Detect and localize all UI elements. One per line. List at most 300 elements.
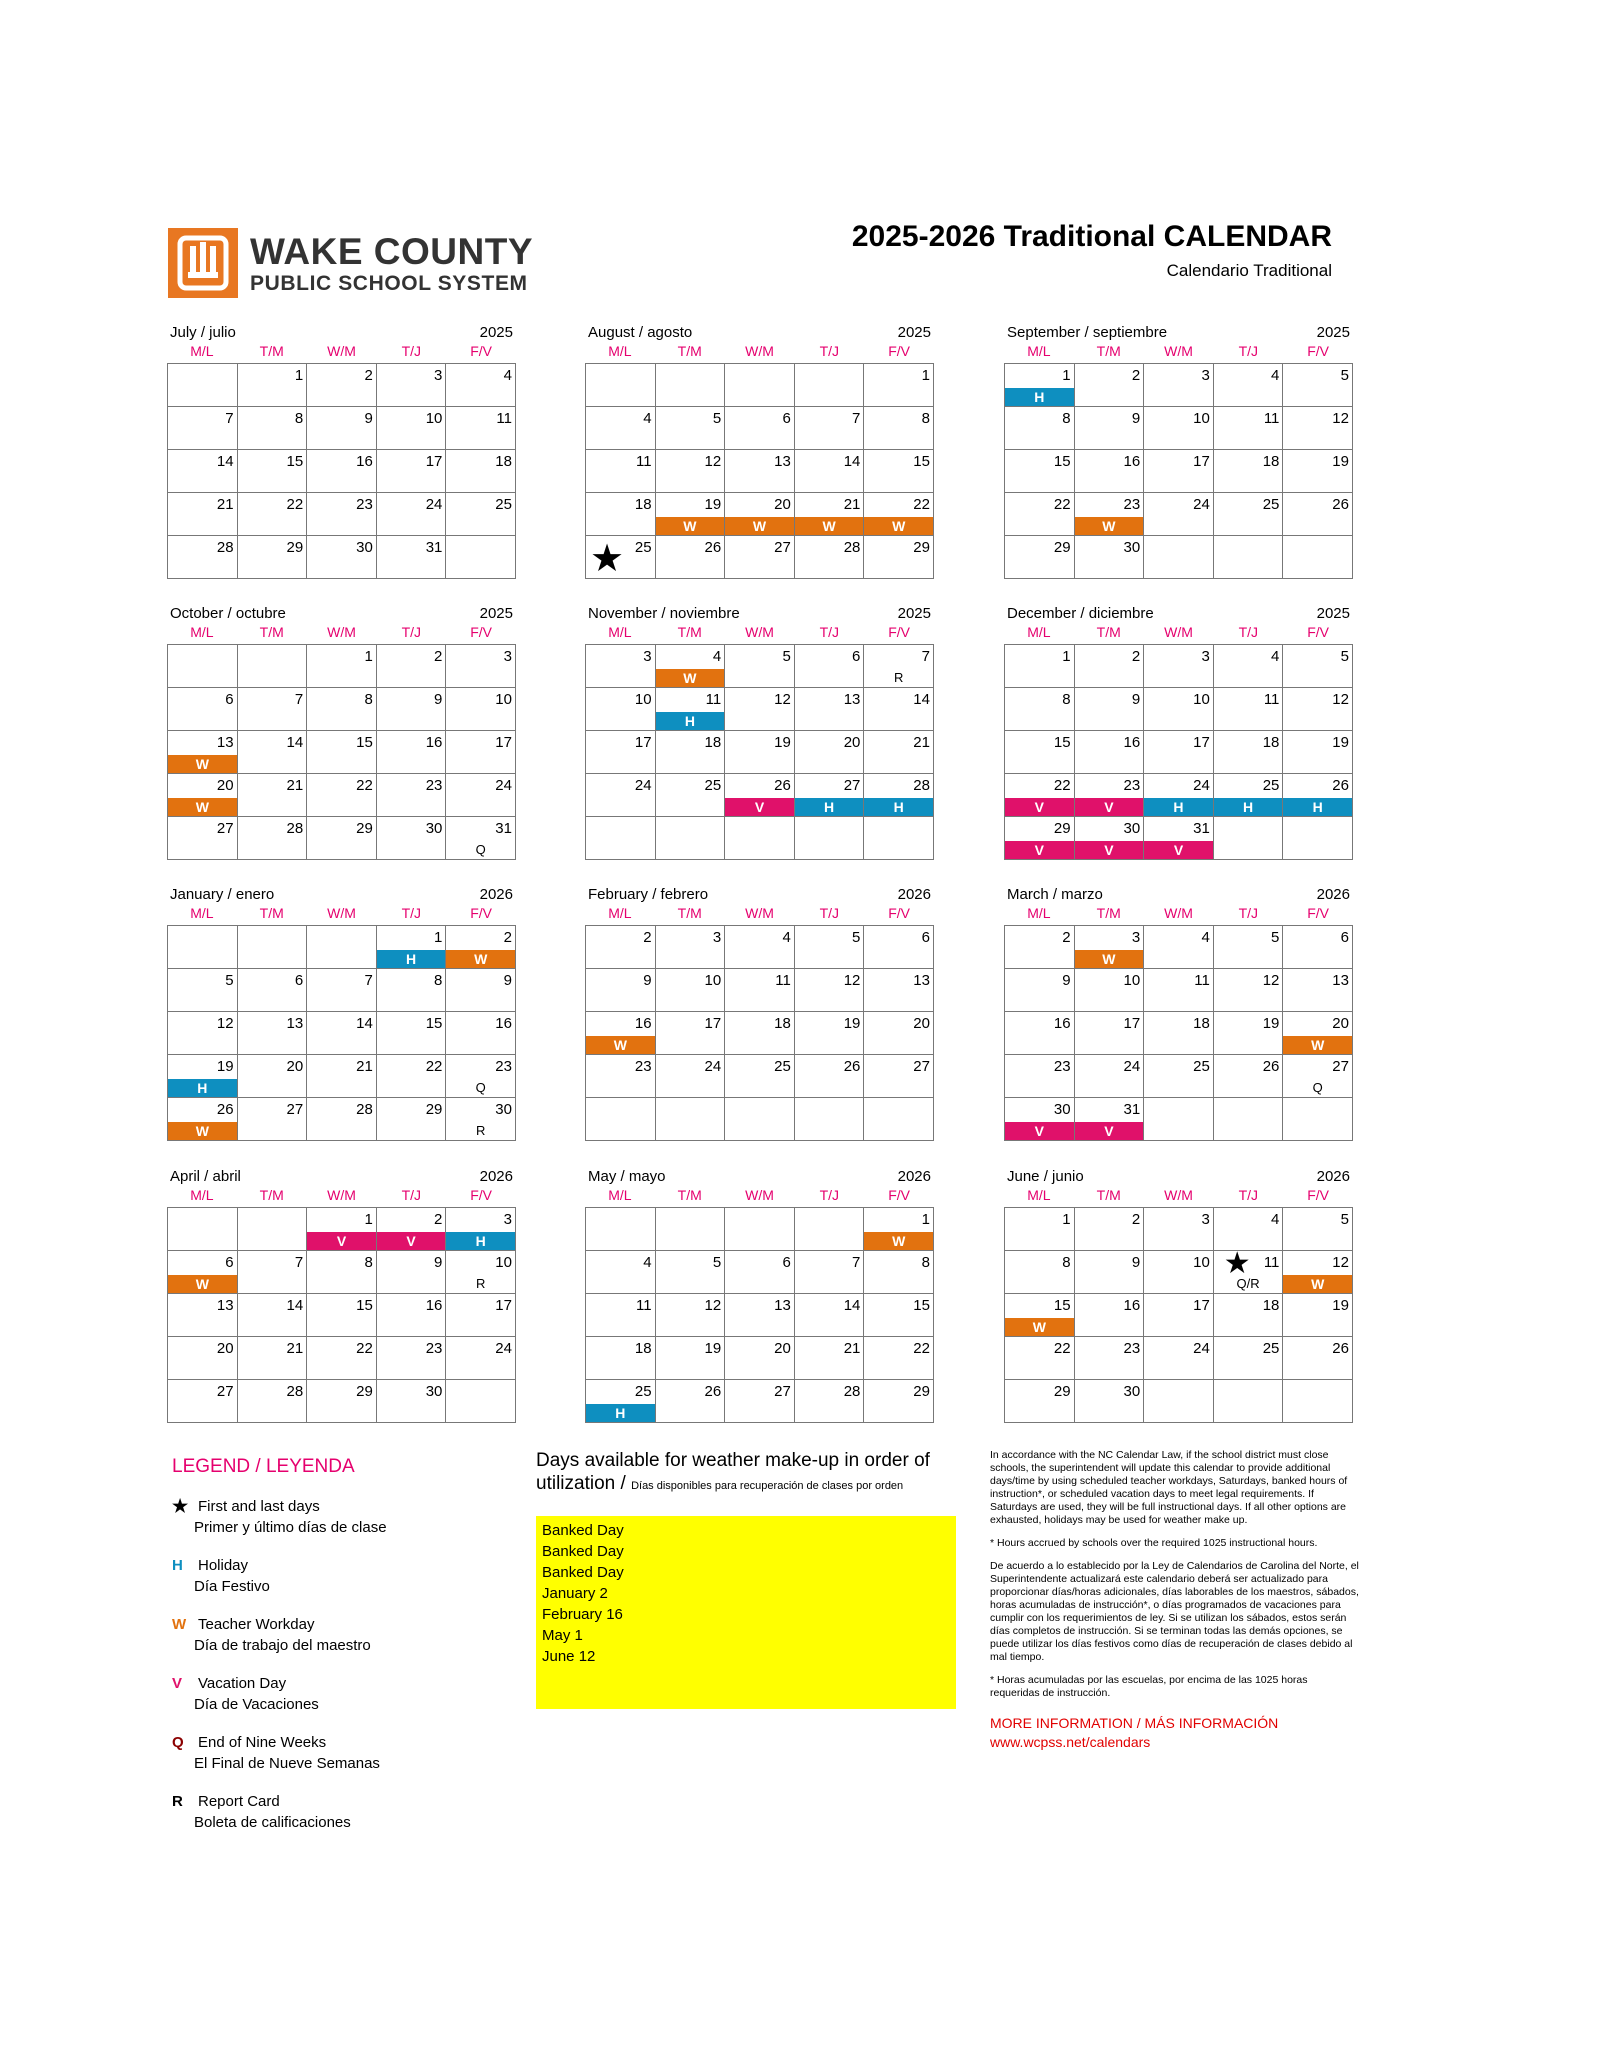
day-number: 25 [495, 496, 512, 513]
day-cell [656, 774, 726, 817]
day-cell [377, 969, 447, 1012]
weekday-label: F/V [888, 1187, 910, 1203]
day-cell [586, 493, 656, 536]
month-grid [585, 363, 934, 579]
day-cell [1283, 1012, 1353, 1055]
day-cell [864, 817, 934, 860]
day-marker-V: V [1005, 798, 1074, 816]
day-cell [864, 774, 934, 817]
day-note: R [475, 1123, 486, 1138]
weekday-label: M/L [608, 343, 632, 359]
day-number: 15 [1053, 734, 1071, 751]
month-year: 2026 [1316, 1168, 1350, 1185]
fine-print-p1: In accordance with the NC Calendar Law, if the school district must close schools, the superintendent will update this calendar to provide additional days/time by using scheduled teacher workdays, Saturdays, banked hours of instruction*, or scheduled vacation days to meet legal requirements. If Saturdays are used, they will be full instructional days. If all other options are exhausted, holidays may be used for weather make up. [990, 1449, 1348, 1526]
month-block [585, 324, 934, 579]
legend-label-es: Boleta de calificaciones [194, 1814, 351, 1831]
day-number: 24 [495, 1340, 512, 1357]
day-cell [864, 1251, 934, 1294]
day-number: 4 [1271, 648, 1280, 665]
day-cell [1144, 536, 1214, 579]
legend-item [172, 1496, 532, 1538]
day-cell [725, 364, 795, 407]
day-note: Q [475, 842, 486, 857]
day-number: 6 [225, 1254, 234, 1271]
day-note: Q [475, 1080, 486, 1095]
day-cell [307, 688, 377, 731]
day-cell [725, 1208, 795, 1251]
day-number: 27 [216, 1383, 234, 1400]
month-grid [167, 644, 516, 860]
day-cell [238, 1337, 308, 1380]
day-cell [586, 1294, 656, 1337]
legend-text [194, 1614, 371, 1656]
day-cell [1144, 731, 1214, 774]
logo-line1: WAKE COUNTY [250, 230, 533, 272]
weekday-label: M/L [190, 1187, 214, 1203]
day-cell [1075, 450, 1145, 493]
day-number: 13 [216, 734, 234, 751]
month-block [167, 1168, 516, 1423]
day-cell [1144, 1337, 1214, 1380]
day-number: 11 [775, 972, 791, 989]
day-cell [725, 1012, 795, 1055]
day-cell [1075, 1055, 1145, 1098]
day-number: 17 [1193, 1297, 1210, 1314]
day-cell [446, 1251, 516, 1294]
day-number: 13 [286, 1015, 304, 1032]
day-number: 2 [1131, 367, 1141, 384]
day-number: 8 [434, 972, 443, 989]
day-cell [656, 1380, 726, 1423]
weekday-label: F/V [470, 1187, 492, 1203]
weekday-label: W/M [327, 343, 356, 359]
fine-print-p4: * Horas acumuladas por las escuelas, por encima de las 1025 horas requeridas de instrucción. [990, 1674, 1308, 1699]
day-cell [377, 731, 447, 774]
day-cell [586, 1337, 656, 1380]
day-number: 5 [1340, 648, 1349, 665]
day-cell [725, 1294, 795, 1337]
day-number: 15 [1053, 1297, 1071, 1314]
month-name: November / noviembre [588, 605, 740, 622]
weekday-label: W/M [745, 1187, 774, 1203]
day-marker-H: H [1144, 798, 1213, 816]
day-number: 14 [843, 1297, 861, 1314]
day-number: 31 [1123, 1101, 1141, 1118]
day-marker-V: V [1144, 841, 1213, 859]
weekday-label: T/M [259, 624, 284, 640]
day-cell [1214, 774, 1284, 817]
day-note: Q [1312, 1080, 1323, 1095]
day-number: 31 [425, 539, 443, 556]
day-cell [1005, 969, 1075, 1012]
day-marker-W: W [1075, 950, 1144, 968]
day-cell [168, 407, 238, 450]
legend-symbol: W [172, 1616, 187, 1633]
month-grid [585, 644, 934, 860]
weekday-label: T/M [677, 1187, 702, 1203]
day-number: 24 [634, 777, 652, 794]
day-cell [1214, 645, 1284, 688]
day-cell [1283, 926, 1353, 969]
day-number: 29 [356, 1383, 373, 1400]
day-number: 18 [704, 734, 722, 751]
day-number: 3 [1201, 648, 1210, 665]
day-marker-W: W [725, 517, 794, 535]
day-cell [1214, 1012, 1284, 1055]
makeup-title-spanish: Días disponibles para recuperación de clases por orden [631, 1480, 904, 1492]
day-cell [377, 688, 447, 731]
day-number: 12 [1262, 972, 1280, 989]
day-number: 27 [774, 1383, 791, 1400]
day-number: 24 [1123, 1058, 1141, 1075]
day-number: 15 [425, 1015, 443, 1032]
day-number: 20 [774, 496, 791, 513]
day-cell [377, 536, 447, 579]
day-cell [795, 450, 865, 493]
day-cell [168, 731, 238, 774]
day-number: 10 [495, 1254, 512, 1271]
day-cell [586, 407, 656, 450]
day-cell [377, 1208, 447, 1251]
day-marker-W: W [864, 1232, 933, 1250]
day-cell [1214, 1337, 1284, 1380]
weekday-label: T/J [401, 905, 422, 921]
day-number: 27 [913, 1058, 930, 1075]
day-number: 6 [294, 972, 304, 989]
weekday-label: M/L [1027, 1187, 1051, 1203]
day-number: 13 [843, 691, 861, 708]
weekday-header [585, 1187, 934, 1207]
day-number: 18 [634, 1340, 652, 1357]
day-cell [238, 1208, 308, 1251]
day-number: 19 [843, 1015, 861, 1032]
month-header [1004, 605, 1353, 624]
weekday-label: T/J [401, 624, 422, 640]
day-cell [1075, 1337, 1145, 1380]
page-subtitle: Calendario Traditional [1166, 261, 1332, 280]
day-cell [1283, 407, 1353, 450]
month-year: 2026 [897, 1168, 931, 1185]
day-cell [795, 1380, 865, 1423]
month-block [1004, 605, 1353, 860]
day-marker-V: V [1075, 798, 1144, 816]
day-cell [1075, 1208, 1145, 1251]
day-number: 13 [774, 1297, 791, 1314]
day-cell [307, 364, 377, 407]
day-number: 7 [294, 691, 304, 708]
month-year: 2026 [897, 886, 931, 903]
legend-text [194, 1496, 387, 1538]
day-cell [1005, 1337, 1075, 1380]
day-cell [795, 407, 865, 450]
day-cell [1075, 817, 1145, 860]
day-marker-H: H [864, 798, 933, 816]
day-cell [446, 536, 516, 579]
day-cell [586, 969, 656, 1012]
day-number: 2 [364, 367, 373, 384]
day-cell [864, 1012, 934, 1055]
day-cell [446, 1012, 516, 1055]
day-cell [656, 407, 726, 450]
weekday-label: W/M [745, 624, 774, 640]
day-number: 16 [356, 453, 373, 470]
day-cell [307, 774, 377, 817]
day-cell [864, 1208, 934, 1251]
day-number: 21 [843, 1340, 861, 1357]
day-number: 10 [704, 972, 722, 989]
weekday-header [167, 1187, 516, 1207]
day-number: 26 [1332, 1340, 1349, 1357]
weekday-label: F/V [470, 624, 492, 640]
weekday-label: M/L [608, 624, 632, 640]
day-cell [795, 817, 865, 860]
legend-label: First and last days [198, 1498, 320, 1515]
day-number: 30 [495, 1101, 512, 1118]
day-cell [1214, 364, 1284, 407]
day-number: 9 [364, 410, 373, 427]
day-number: 11 [705, 691, 722, 708]
day-cell [725, 817, 795, 860]
day-cell [795, 536, 865, 579]
day-number: 22 [1053, 1340, 1071, 1357]
day-number: 8 [1062, 1254, 1071, 1271]
month-grid [1004, 363, 1353, 579]
day-cell [1144, 1055, 1214, 1098]
day-number: 9 [1131, 691, 1141, 708]
weekday-label: T/J [1238, 1187, 1259, 1203]
day-cell [238, 1251, 308, 1294]
day-number: 15 [356, 734, 373, 751]
day-cell [1283, 774, 1353, 817]
month-block [585, 1168, 934, 1423]
month-header [167, 605, 516, 624]
month-grid [167, 363, 516, 579]
day-number: 20 [1332, 1015, 1349, 1032]
day-number: 18 [1193, 1015, 1210, 1032]
weekday-header [167, 343, 516, 363]
day-cell [377, 407, 447, 450]
legend-symbol: H [172, 1557, 183, 1574]
day-cell [586, 645, 656, 688]
day-number: 16 [425, 1297, 443, 1314]
day-marker-H: H [1005, 388, 1074, 406]
day-number: 10 [1193, 691, 1210, 708]
more-info-label: MORE INFORMATION / MÁS INFORMACIÓN [990, 1715, 1279, 1731]
day-number: 28 [843, 539, 861, 556]
day-marker-V: V [377, 1232, 446, 1250]
weekday-label: F/V [888, 624, 910, 640]
makeup-title-text: Days available for weather make-up in order of utilization / [536, 1450, 930, 1494]
day-cell [168, 450, 238, 493]
month-year: 2025 [1316, 324, 1350, 341]
day-number: 5 [712, 1254, 722, 1271]
day-cell [1075, 1380, 1145, 1423]
day-cell [795, 364, 865, 407]
day-cell [446, 1098, 516, 1141]
day-cell [864, 407, 934, 450]
day-cell [238, 407, 308, 450]
day-number: 3 [712, 929, 722, 946]
day-number: 19 [1332, 1297, 1349, 1314]
day-number: 5 [1340, 367, 1349, 384]
day-cell [864, 1380, 934, 1423]
day-number: 8 [364, 1254, 373, 1271]
day-number: 2 [1062, 929, 1071, 946]
day-cell [586, 536, 656, 579]
weekday-label: T/J [401, 1187, 422, 1203]
day-number: 24 [425, 496, 443, 513]
day-number: 4 [503, 367, 512, 384]
day-number: 7 [921, 648, 930, 665]
day-cell [1005, 407, 1075, 450]
day-number: 9 [1062, 972, 1071, 989]
day-cell [1283, 493, 1353, 536]
day-cell [238, 364, 308, 407]
day-number: 25 [634, 1383, 652, 1400]
day-number: 17 [1193, 734, 1210, 751]
day-cell [1214, 493, 1284, 536]
legend-text [194, 1673, 319, 1715]
day-cell [586, 1055, 656, 1098]
day-number: 1 [434, 929, 443, 946]
day-cell [377, 364, 447, 407]
month-name: June / junio [1007, 1168, 1084, 1185]
day-marker-W: W [656, 517, 725, 535]
month-grid [167, 925, 516, 1141]
day-number: 23 [1123, 496, 1141, 513]
month-name: September / septiembre [1007, 324, 1168, 341]
day-cell [168, 1208, 238, 1251]
day-marker-H: H [795, 798, 864, 816]
weekday-label: W/M [1164, 905, 1193, 921]
weekday-label: M/L [1027, 624, 1051, 640]
day-cell [1005, 1208, 1075, 1251]
day-marker-H: H [1214, 798, 1283, 816]
day-number: 29 [425, 1101, 443, 1118]
day-number: 12 [1332, 691, 1349, 708]
month-header [167, 324, 516, 343]
weekday-label: M/L [1027, 905, 1051, 921]
day-cell [168, 774, 238, 817]
legend-label: Holiday [198, 1557, 249, 1574]
day-number: 21 [843, 496, 861, 513]
day-cell [168, 645, 238, 688]
day-number: 20 [286, 1058, 304, 1075]
day-number: 17 [1123, 1015, 1141, 1032]
month-block [167, 605, 516, 860]
day-cell [1283, 364, 1353, 407]
day-cell [864, 1098, 934, 1141]
day-number: 19 [704, 1340, 722, 1357]
month-grid [1004, 1207, 1353, 1423]
weekday-label: T/J [819, 905, 840, 921]
day-cell [168, 688, 238, 731]
day-cell [168, 1294, 238, 1337]
day-cell [1214, 1380, 1284, 1423]
district-logo [168, 228, 533, 298]
weekday-label: M/L [190, 905, 214, 921]
legend-symbol: R [172, 1793, 183, 1810]
day-number: 17 [704, 1015, 722, 1032]
day-cell [1075, 1012, 1145, 1055]
day-cell [1144, 1251, 1214, 1294]
day-number: 16 [1053, 1015, 1071, 1032]
day-marker-W: W [1075, 517, 1144, 535]
day-number: 28 [286, 1383, 304, 1400]
day-cell [656, 1251, 726, 1294]
more-info-link[interactable]: www.wcpss.net/calendars [990, 1734, 1151, 1750]
day-cell [1075, 1098, 1145, 1141]
day-number: 7 [852, 1254, 861, 1271]
day-cell [864, 731, 934, 774]
day-cell [656, 1294, 726, 1337]
month-block [585, 605, 934, 860]
day-marker-W: W [586, 1036, 655, 1054]
day-cell [1075, 407, 1145, 450]
day-cell [307, 969, 377, 1012]
weekday-label: T/M [677, 905, 702, 921]
day-number: 7 [364, 972, 373, 989]
day-marker-W: W [795, 517, 864, 535]
day-cell [1005, 1294, 1075, 1337]
weekday-header [167, 905, 516, 925]
day-cell [864, 926, 934, 969]
district-logo-icon [168, 228, 238, 298]
day-cell [446, 407, 516, 450]
day-number: 18 [1262, 1297, 1280, 1314]
day-number: 17 [495, 1297, 512, 1314]
day-cell [377, 450, 447, 493]
day-number: 24 [704, 1058, 722, 1075]
day-marker-H: H [1283, 798, 1352, 816]
day-number: 22 [913, 1340, 930, 1357]
day-cell [864, 1294, 934, 1337]
day-number: 24 [495, 777, 512, 794]
day-cell [1144, 817, 1214, 860]
day-cell [377, 774, 447, 817]
day-number: 18 [774, 1015, 791, 1032]
logo-line2: PUBLIC SCHOOL SYSTEM [250, 271, 528, 295]
day-cell [725, 731, 795, 774]
day-number: 19 [1262, 1015, 1280, 1032]
day-cell [656, 450, 726, 493]
day-cell [307, 1380, 377, 1423]
day-number: 3 [503, 1211, 512, 1228]
month-year: 2026 [1316, 886, 1350, 903]
day-cell [1214, 536, 1284, 579]
day-cell [238, 450, 308, 493]
day-cell [1075, 731, 1145, 774]
day-number: 25 [634, 539, 652, 556]
month-header [1004, 886, 1353, 905]
day-number: 11 [1194, 972, 1210, 989]
day-number: 8 [294, 410, 304, 427]
makeup-day: May 1 [542, 1627, 583, 1644]
day-cell [795, 969, 865, 1012]
day-cell [377, 926, 447, 969]
makeup-days-list [536, 1516, 956, 1709]
day-cell [377, 645, 447, 688]
weekday-label: W/M [327, 1187, 356, 1203]
day-number: 3 [1201, 1211, 1210, 1228]
day-number: 25 [1262, 777, 1280, 794]
day-number: 12 [774, 691, 791, 708]
day-cell [1005, 817, 1075, 860]
day-marker-H: H [656, 712, 725, 730]
day-number: 22 [425, 1058, 443, 1075]
day-number: 9 [503, 972, 512, 989]
day-number: 24 [1193, 496, 1210, 513]
